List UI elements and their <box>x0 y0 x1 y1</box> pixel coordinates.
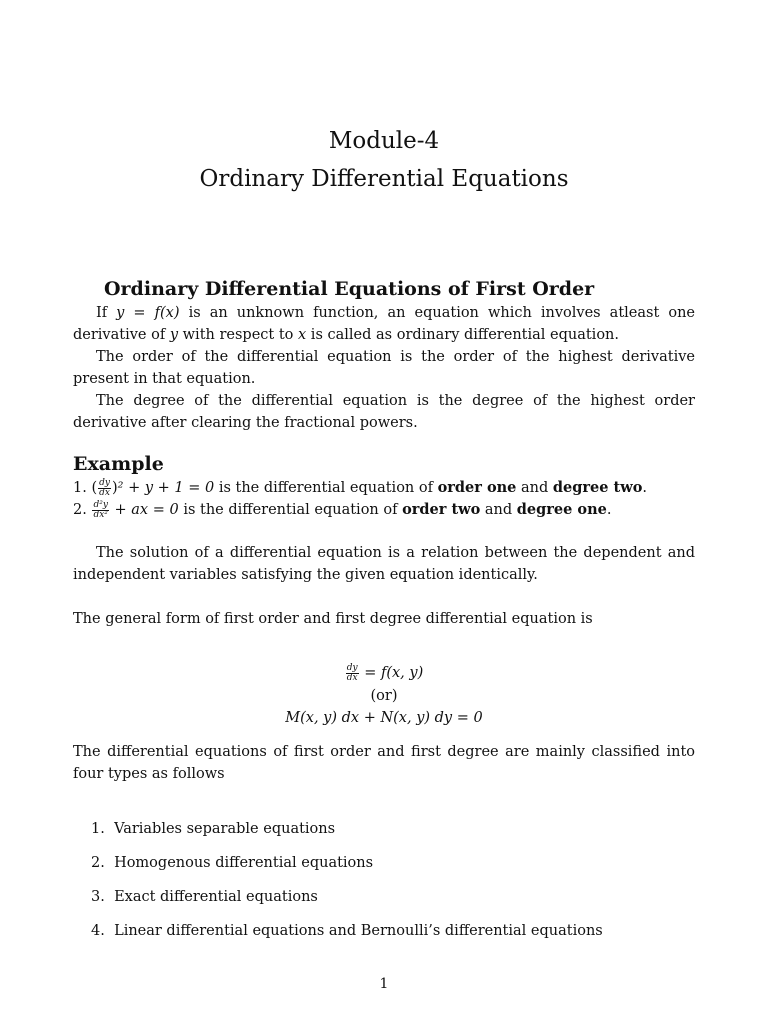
module-title: Module-4 <box>328 128 440 154</box>
example-item-1: 1. ( $\frac{dy}{dx}$ )² + y + 1 = 0 is the differential equation of order one and degree two. <box>73 477 647 498</box>
general-form-paragraph: The general form of first order and first degree differential equation is <box>73 611 593 627</box>
equation-or: (or) <box>370 688 398 704</box>
list-item: 4. Linear differential equations and Bernoulli’s differential equations <box>91 923 603 939</box>
list-item: 3. Exact differential equations <box>91 889 318 905</box>
order-paragraph: The order of the differential equation is the order of the highest derivative present in that equation. <box>73 349 695 387</box>
page-title: Ordinary Differential Equations <box>199 166 569 192</box>
definition-paragraph: If y = f(x) is an unknown function, an equation which involves atleast one derivative of y with respect to x is called as ordinary differential equation. <box>73 305 695 343</box>
list-item: 2. Homogenous differential equations <box>91 855 374 871</box>
fraction-dy-dx: $\frac{dy}{dx}$ <box>99 477 110 498</box>
solution-paragraph: The solution of a differential equation is a relation between the dependent and independent variables satisfying the given equation identically. <box>73 545 695 583</box>
example-item-2: 2. $\frac{\text{d²y}}{\text{dx²}}$ + ax = 0 is the differential equation of order two and degree one. <box>73 499 612 520</box>
example-heading: Example <box>73 453 164 475</box>
section-heading: Ordinary Differential Equations of First Order <box>104 278 595 300</box>
math-y-equals-fx: y = f(x) <box>116 305 180 321</box>
fraction-dy-dx-general: $\frac{dy}{dx}$ <box>346 662 358 683</box>
page-number: 1 <box>379 976 389 992</box>
degree-paragraph: The degree of the differential equation is the degree of the highest order derivative after clearing the fractional powers. <box>73 393 695 431</box>
list-item: 1. Variables separable equations <box>91 821 336 837</box>
equation-line-3: M(x, y) dx + N(x, y) dy = 0 <box>285 710 483 726</box>
fraction-d2y-dx2: $\frac{\text{d²y}}{\text{dx²}}$ <box>93 499 108 520</box>
equation-line-1: $\frac{dy}{dx}$ = f(x, y) <box>346 662 424 683</box>
classification-paragraph: The differential equations of first order and first degree are mainly classified into four types as follows <box>73 744 695 782</box>
